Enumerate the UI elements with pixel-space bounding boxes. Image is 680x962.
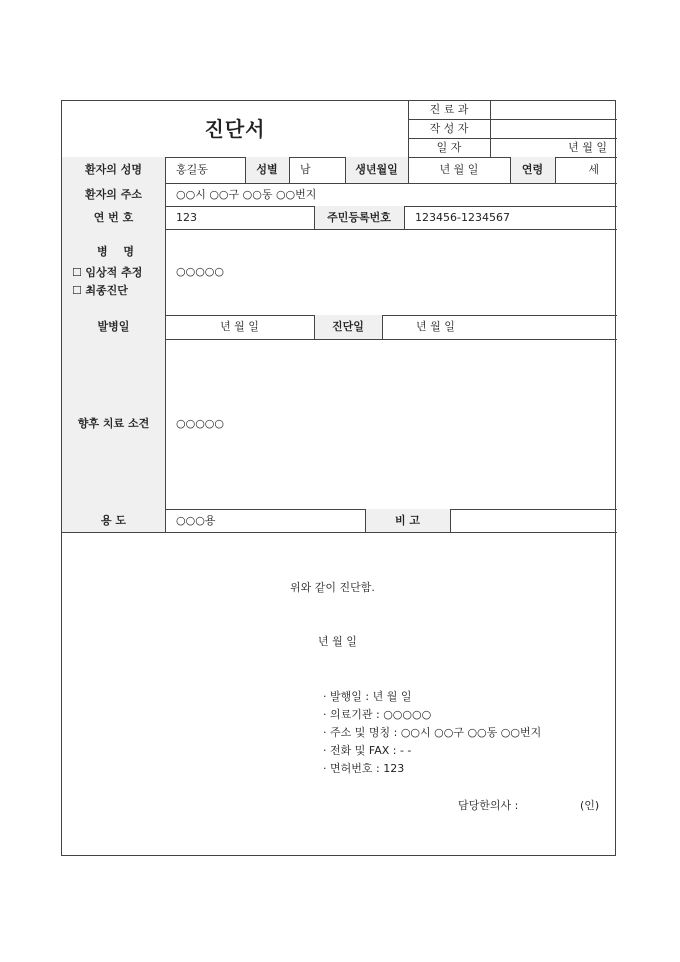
institution-line: · 의료기관 : ○○○○○: [323, 706, 431, 722]
page-title: 진단서: [204, 117, 266, 141]
date-value: 년 월 일: [568, 140, 607, 154]
phone-line: · 전화 및 FAX : - -: [323, 742, 411, 758]
author-value: [490, 119, 617, 138]
rrn-label: 주민등록번호: [314, 206, 404, 229]
patient-birth: 년 월 일: [439, 163, 479, 177]
final-diagnosis-checkbox[interactable]: ☐ 최종진단: [72, 284, 128, 297]
statement-text: 위와 같이 진단함.: [290, 581, 375, 594]
diagnosis-heading: 병 명: [96, 245, 141, 259]
diagnosis-form: [61, 100, 616, 856]
patient-name: 홍길동: [176, 163, 208, 177]
purpose-label: 용 도: [62, 509, 165, 532]
patient-name-label: 환자의 성명: [62, 157, 165, 183]
onset-label: 발병일: [62, 315, 165, 339]
diagnosis-label: [62, 229, 165, 315]
patient-sex: 남: [300, 163, 311, 177]
doctor-label: 담당한의사 :: [458, 799, 519, 812]
birth-label: 생년월일: [345, 157, 408, 183]
address-line: · 주소 및 명칭 : ○○시 ○○구 ○○동 ○○번지: [323, 724, 541, 740]
sex-label: 성별: [245, 157, 289, 183]
serial-number: 123: [176, 210, 197, 224]
statement-date: 년 월 일: [318, 635, 357, 648]
serial-label: 연 번 호: [62, 206, 165, 229]
diag-date: 년 월 일: [416, 320, 455, 334]
rrn-value: 123456-1234567: [415, 210, 510, 224]
patient-age: 세: [588, 163, 599, 177]
age-label: 연령: [510, 157, 555, 183]
clinical-estimate-checkbox[interactable]: ☐ 임상적 추정: [72, 266, 142, 279]
opinion-label: 향후 치료 소견: [62, 339, 165, 509]
purpose-value: ○○○용: [176, 513, 216, 527]
license-line: · 면허번호 : 123: [323, 760, 404, 776]
patient-address: ○○시 ○○구 ○○동 ○○번지: [176, 187, 317, 201]
diag-date-label: 진단일: [314, 315, 382, 339]
dept-label: 진 료 과: [429, 103, 469, 117]
dept-value: [490, 101, 617, 119]
author-label: 작 성 자: [429, 121, 469, 135]
issue-date-line: · 발행일 : 년 월 일: [323, 688, 411, 704]
seal-mark: (인): [580, 799, 600, 812]
address-label: 환자의 주소: [62, 183, 165, 206]
diagnosis-value: ○○○○○: [176, 265, 224, 279]
remarks-value: [450, 509, 617, 532]
date-label: 일 자: [436, 140, 462, 154]
opinion-value: ○○○○○: [176, 417, 224, 431]
remarks-label: 비 고: [365, 509, 450, 532]
onset-date: 년 월 일: [220, 320, 259, 334]
